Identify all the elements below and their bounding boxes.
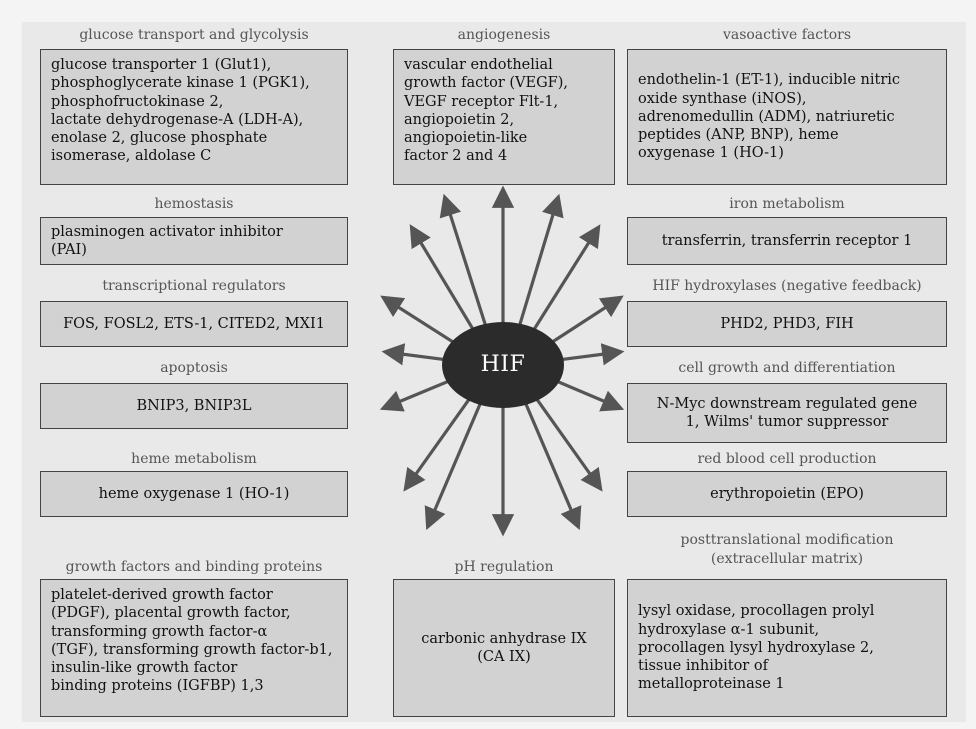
category-glucose: glucose transport and glycolysis bbox=[79, 27, 309, 43]
category-hydroxylases: HIF hydroxylases (negative feedback) bbox=[652, 278, 922, 294]
box-growth-factors: platelet-derived growth factor (PDGF), placental growth factor, transforming growth factor-α (TGF), transforming growth factor-b1, insulin-like growth factor binding proteins (IGFBP) 1,3 bbox=[40, 579, 348, 717]
box-hemostasis: plasminogen activator inhibitor (PAI) bbox=[40, 217, 348, 265]
category-heme: heme metabolism bbox=[131, 451, 257, 467]
category-hemostasis: hemostasis bbox=[154, 196, 234, 212]
box-heme: heme oxygenase 1 (HO-1) bbox=[40, 471, 348, 517]
box-iron: transferrin, transferrin receptor 1 bbox=[627, 217, 947, 265]
box-glucose: glucose transporter 1 (Glut1), phosphoglycerate kinase 1 (PGK1), phosphofructokinase 2, lactate dehydrogenase-A (LDH-A), enolase 2, glucose phosphate isomerase, aldolase C bbox=[40, 49, 348, 185]
category-angiogenesis: angiogenesis bbox=[457, 27, 551, 43]
category-ph: pH regulation bbox=[454, 559, 554, 575]
box-posttranslational: lysyl oxidase, procollagen prolyl hydroxylase α-1 subunit, procollagen lysyl hydroxylase 2, tissue inhibitor of metalloproteinase 1 bbox=[627, 579, 947, 717]
box-ph: carbonic anhydrase IX (CA IX) bbox=[393, 579, 615, 717]
arrow-4 bbox=[517, 198, 558, 333]
category-rbc: red blood cell production bbox=[697, 451, 877, 467]
box-angiogenesis: vascular endothelial growth factor (VEGF), VEGF receptor Flt-1, angiopoietin 2, angiopoietin-like factor 2 and 4 bbox=[393, 49, 615, 185]
box-rbc: erythropoietin (EPO) bbox=[627, 471, 947, 517]
category-posttranslational: posttranslational modification (extracellular matrix) bbox=[680, 532, 894, 567]
category-transcriptional: transcriptional regulators bbox=[102, 278, 286, 294]
arrow-7 bbox=[543, 298, 620, 348]
arrow-2 bbox=[445, 198, 488, 333]
box-vasoactive: endothelin-1 (ET-1), inducible nitric oxide synthase (iNOS), adrenomedullin (ADM), natriuretic peptides (ANP, BNP), heme oxygenase 1 (HO-1) bbox=[627, 49, 947, 185]
category-growth-factors: growth factors and binding proteins bbox=[65, 559, 323, 575]
hif-hub-label: HIF bbox=[480, 352, 526, 377]
category-apoptosis: apoptosis bbox=[160, 360, 228, 376]
box-apoptosis: BNIP3, BNIP3L bbox=[40, 383, 348, 429]
box-hydroxylases: PHD2, PHD3, FIH bbox=[627, 301, 947, 347]
category-vasoactive: vasoactive factors bbox=[722, 27, 852, 43]
category-cell-growth: cell growth and differentiation bbox=[678, 360, 896, 376]
arrow-6 bbox=[384, 298, 463, 348]
box-transcriptional: FOS, FOSL2, ETS-1, CITED2, MXI1 bbox=[40, 301, 348, 347]
box-cell-growth: N-Myc downstream regulated gene 1, Wilms' tumor suppressor bbox=[627, 383, 947, 443]
category-iron: iron metabolism bbox=[729, 196, 845, 212]
